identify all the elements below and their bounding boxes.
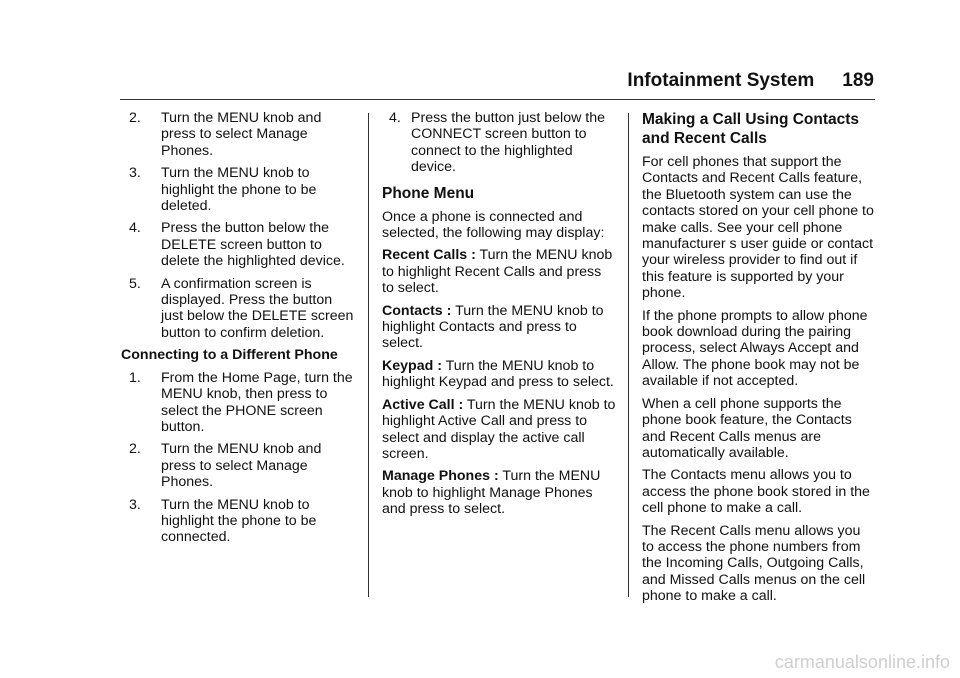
list-item <box>121 276 355 342</box>
header-rule <box>120 99 875 100</box>
column-2 <box>382 110 616 524</box>
page-number: 189 <box>842 70 874 91</box>
intro-paragraph: Once a phone is connected and selected, the following may display: <box>382 208 605 242</box>
column-3 <box>642 110 876 611</box>
list-item <box>121 165 355 214</box>
menu-entry-label: Active Call : <box>382 396 464 413</box>
column-divider-1 <box>368 113 369 597</box>
menu-entry-text: Turn the MENU knob to highlight Keypad and press to select. <box>382 357 614 391</box>
list-text: From the Home Page, turn the MENU knob, then press to select the PHONE screen button. <box>161 369 353 435</box>
paragraph: The Recent Calls menu allows you to access the phone numbers from the Incoming Calls, Outgoing Calls, and Missed Calls menus on the cell phone to make a call. <box>642 522 866 605</box>
list-item <box>121 220 355 269</box>
menu-entry-text: Turn the MENU knob to highlight Recent Calls and press to select. <box>382 247 613 297</box>
list-item <box>121 370 355 436</box>
list-number: 3. <box>129 165 141 182</box>
list-number: 1. <box>129 369 141 386</box>
section-title: Infotainment System <box>627 70 815 91</box>
paragraph: If the phone prompts to allow phone book download during the pairing process, select Always Accept and Allow. The phone book may not be available if not accepted. <box>642 307 868 390</box>
menu-entry <box>382 468 616 517</box>
list-text: Turn the MENU knob and press to select Manage Phones. <box>161 441 322 491</box>
list-text: Press the button just below the CONNECT screen button to connect to the highlighted device. <box>411 110 606 176</box>
menu-entry <box>382 358 616 391</box>
list-item <box>121 110 355 159</box>
column-divider-2 <box>628 113 629 597</box>
list-number: 2. <box>129 110 141 126</box>
list-item <box>121 441 355 490</box>
list-text: Turn the MENU knob to highlight the phone to be connected. <box>161 496 317 546</box>
list-number: 3. <box>129 496 141 513</box>
menu-entry <box>382 397 616 463</box>
menu-entry-text: Turn the MENU knob to highlight Contacts and press to select. <box>382 302 604 352</box>
paragraph: The Contacts menu allows you to access the phone book stored in the cell phone to make a call. <box>642 467 870 517</box>
menu-entry-label: Manage Phones : <box>382 468 499 485</box>
menu-entry-label: Contacts : <box>382 302 452 319</box>
subheading: Connecting to a Different Phone <box>121 347 338 364</box>
menu-entry-label: Keypad : <box>382 357 442 374</box>
menu-entry-text: Turn the MENU knob to highlight Active Call and press to select and display the active call screen. <box>382 396 616 462</box>
menu-entry-label: Recent Calls : <box>382 247 476 264</box>
list-text: Turn the MENU knob and press to select Manage Phones. <box>161 110 322 159</box>
list-number: 4. <box>389 110 401 126</box>
list-number: 5. <box>129 275 141 292</box>
menu-entry-text: Turn the MENU knob to highlight Manage Phones and press to select. <box>382 468 601 518</box>
list-text: Press the button below the DELETE screen button to delete the highlighted device. <box>161 220 345 270</box>
watermark <box>0 646 960 678</box>
list-number: 2. <box>129 441 141 458</box>
list-text: Turn the MENU knob to highlight the phone to be deleted. <box>161 165 317 215</box>
paragraph: When a cell phone supports the phone book feature, the Contacts and Recent Calls menus are automatically available. <box>642 395 852 461</box>
page-header <box>0 70 874 100</box>
watermark-text: carmanualsonline.info <box>774 651 950 672</box>
menu-entry <box>382 303 616 352</box>
list-item <box>121 497 355 546</box>
paragraph: For cell phones that support the Contacts and Recent Calls feature, the Bluetooth system can use the contacts stored on your cell phone to make calls. See your cell phone manufacturer s user guide or contact your wireless provider to find out if this feature is supported by your phone. <box>642 154 874 302</box>
list-text: A confirmation screen is displayed. Press the button just below the DELETE screen button to confirm deletion. <box>161 275 354 341</box>
section-heading: Phone Menu <box>382 184 475 202</box>
menu-entry <box>382 247 616 296</box>
list-item <box>382 110 616 176</box>
section-heading: Making a Call Using Contacts and Recent Calls <box>642 111 860 147</box>
column-1 <box>121 110 355 552</box>
list-number: 4. <box>129 220 141 237</box>
